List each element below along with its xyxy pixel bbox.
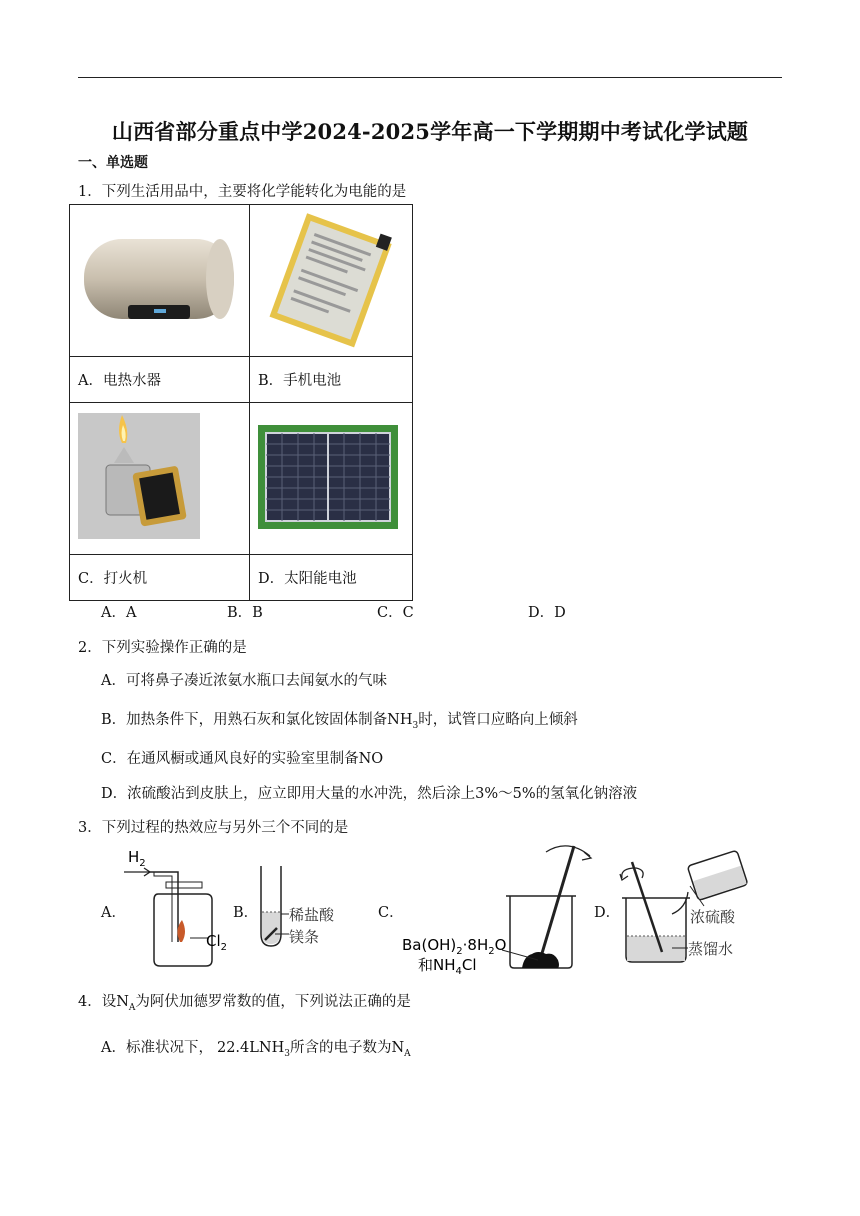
avogadro-subscript: A: [128, 1002, 136, 1013]
q4-stem-post: 为阿伏加德罗常数的值，下列说法正确的是: [135, 994, 411, 1010]
q2-option-b-pre: B．加热条件下，用熟石灰和氯化铵固体制备: [101, 712, 388, 728]
q4-a-mid: 所含的电子数为: [289, 1040, 392, 1056]
cell-c-image: [70, 403, 250, 555]
q3-letter-d[interactable]: D．: [594, 905, 621, 921]
q3-letter-a[interactable]: A．: [101, 905, 126, 921]
ammonium-chloride-label: 和$NH_4Cl$: [418, 956, 477, 977]
page-title: 山西省部分重点中学2024-2025学年高一下学期期中考试化学试题: [111, 119, 749, 144]
figure-a-hydrogen-chlorine: [120, 842, 228, 972]
distilled-water-label: 蒸馏水: [688, 940, 734, 958]
question-1-table: [69, 204, 413, 601]
figure-b-magnesium-acid: [255, 862, 355, 954]
cell-c-label: C．打火机: [70, 555, 250, 601]
question-2-stem: 2．下列实验操作正确的是: [78, 640, 247, 656]
q3-letter-b[interactable]: B．: [233, 905, 259, 921]
barium-hydroxide-label: $Ba(OH)_2\cdot 8H_2O$: [402, 936, 507, 957]
q2-option-b[interactable]: [101, 708, 578, 731]
q4-a-pre: A．标准状况下，: [101, 1040, 213, 1056]
q2-option-c[interactable]: C．在通风橱或通风良好的实验室里制备NO: [101, 751, 384, 767]
choice-d[interactable]: D．D: [528, 605, 566, 621]
cell-a-image: [70, 205, 250, 357]
h2-label: $H_2$: [128, 848, 146, 869]
magnesium-ribbon-label: 镁条: [289, 928, 320, 946]
question-1-stem: 1．下列生活用品中，主要将化学能转化为电能的是: [78, 184, 407, 200]
section-heading: 一、单选题: [78, 155, 148, 171]
choice-b[interactable]: B．B: [227, 605, 263, 621]
hydrochloric-acid-label: 稀盐酸: [289, 906, 335, 924]
q4-a-avogadro-sub: A: [404, 1048, 411, 1059]
header-rule: [78, 77, 782, 78]
q4-a-formula: 22.4LNH: [216, 1040, 285, 1056]
q2-option-b-post: 时，试管口应略向上倾斜: [418, 712, 578, 728]
concentrated-sulfuric-acid-label: 浓硫酸: [690, 908, 736, 926]
cell-b-label: B．手机电池: [250, 357, 413, 403]
water-heater-image: [70, 205, 249, 352]
phone-battery-image: [250, 205, 412, 352]
cell-a-label: A．电热水器: [70, 357, 250, 403]
cl2-label: $Cl_2$: [206, 932, 228, 953]
ammonia-formula: NH: [387, 712, 413, 728]
cell-d-label: D．太阳能电池: [250, 555, 413, 601]
figure-c-barium-hydroxide: [398, 838, 598, 978]
q4-option-a[interactable]: [101, 1036, 411, 1059]
solar-panel-image: [250, 403, 412, 550]
lighter-image: [70, 403, 249, 550]
question-4-stem: [78, 990, 411, 1013]
q3-letter-c[interactable]: C．: [378, 905, 404, 921]
q2-option-d[interactable]: D．浓硫酸沾到皮肤上，应立即用大量的水冲洗，然后涂上3%～5%的氢氧化钠溶液: [101, 786, 638, 802]
figure-d-dilution: [612, 848, 762, 970]
question-3-stem: 3．下列过程的热效应与另外三个不同的是: [78, 820, 349, 836]
q4-stem-pre: 4．设: [78, 994, 117, 1010]
q4-a-subscript: 3: [284, 1048, 290, 1059]
avogadro-symbol: N: [116, 994, 129, 1010]
choice-c[interactable]: C．C: [377, 605, 414, 621]
q4-a-avogadro: N: [391, 1040, 405, 1056]
q2-option-a[interactable]: A．可将鼻子凑近浓氨水瓶口去闻氨水的气味: [101, 673, 387, 689]
choice-a[interactable]: A．A: [101, 605, 137, 621]
ammonia-subscript: 3: [412, 720, 419, 731]
cell-b-image: [250, 205, 413, 357]
cell-d-image: [250, 403, 413, 555]
